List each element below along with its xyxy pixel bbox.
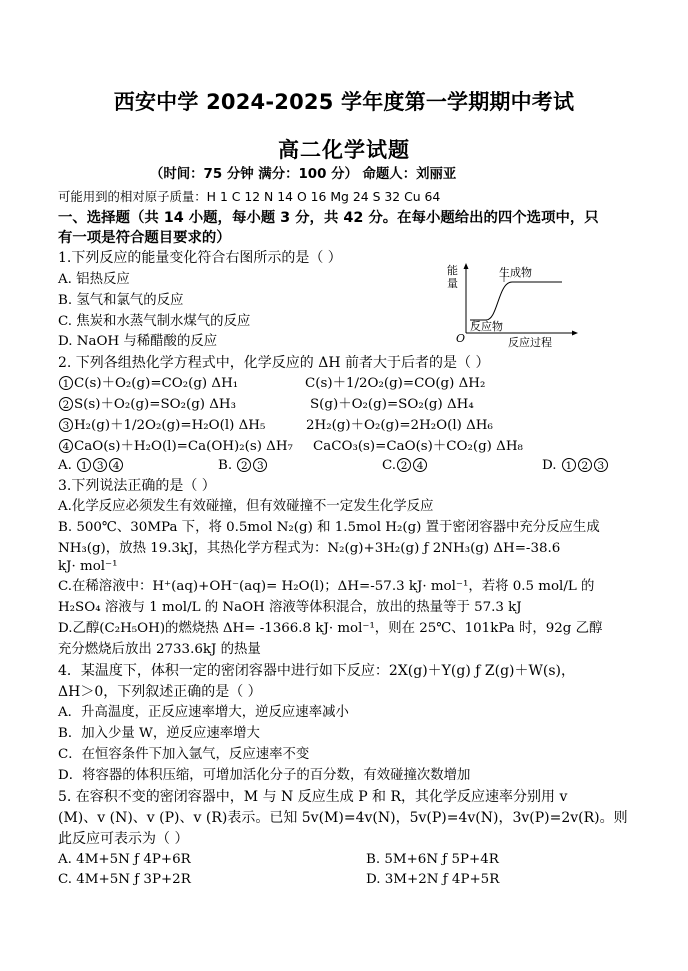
option-letter: A. xyxy=(58,458,72,473)
q5-option-c: C. 4M+5N ƒ 3P+2R xyxy=(58,872,191,887)
q2-option-b: B. 2 3 xyxy=(218,458,268,473)
exam-subtitle: 高二化学试题 xyxy=(278,138,410,162)
circled-number-3: 3 xyxy=(59,418,73,432)
circled-number-2: 2 xyxy=(59,397,73,411)
q2-row-4-right: CaCO₃(s)=CaO(s)＋CO₂(g) ΔH₈ xyxy=(313,439,523,454)
energy-axis-arrow xyxy=(464,263,469,269)
q5-stem-line1: 5. 在容积不变的密闭容器中，M 与 N 反应生成 P 和 R，其化学反应速率分别用 v xyxy=(58,789,568,805)
q4-stem-line2: ΔH＞0，下列叙述正确的是（ ） xyxy=(58,684,262,700)
q4-stem-line1: 4．某温度下，体积一定的密闭容器中进行如下反应：2X(g)＋Y(g) ƒ Z(g)＋W(s)， xyxy=(58,663,575,679)
q1-option-b: B. 氢气和氯气的反应 xyxy=(58,293,184,308)
atomic-masses: 可能用到的相对原子质量：H 1 C 12 N 14 O 16 Mg 24 S 32 Cu 64 xyxy=(58,189,441,204)
eq-left: S(s)＋O₂(g)=SO₂(g) ΔH₃ xyxy=(74,397,236,412)
q1-option-d: D. NaOH 与稀醋酸的反应 xyxy=(58,334,218,349)
eq-left: H₂(g)＋1/2O₂(g)=H₂O(l) ΔH₅ xyxy=(74,418,266,433)
q3-stem: 3.下列说法正确的是（ ） xyxy=(58,478,216,494)
process-axis-arrow xyxy=(572,331,578,336)
q4-option-c: C．在恒容条件下加入氩气，反应速率不变 xyxy=(58,747,310,762)
q5-stem-line3: 此反应可表示为（ ） xyxy=(58,831,189,847)
q2-row-3-right: 2H₂(g)＋O₂(g)=2H₂O(l) ΔH₆ xyxy=(306,418,493,433)
exam-title: 西安中学 2024-2025 学年度第一学期期中考试 xyxy=(113,90,575,114)
q2-stem: 2. 下列各组热化学方程式中，化学反应的 ΔH 前者大于后者的是（ ） xyxy=(58,355,490,371)
q4-option-a: A．升高温度，正反应速率增大，逆反应速率减小 xyxy=(58,705,349,720)
q2-row-1-left xyxy=(58,375,238,393)
product-label: 生成物 xyxy=(499,266,532,279)
q2-row-2-right: S(g)＋O₂(g)=SO₂(g) ΔH₄ xyxy=(310,397,474,412)
q1-option-c: C. 焦炭和水蒸气制水煤气的反应 xyxy=(58,314,251,329)
x-axis-label: 反应过程 xyxy=(508,336,552,348)
circled-number-4: 4 xyxy=(59,439,73,453)
q2-option-d: D. 1 2 3 xyxy=(542,458,609,473)
q2-option-c: C. 2 4 xyxy=(382,458,428,473)
option-letter: C. xyxy=(382,458,397,473)
q2-row-1-right: C(s)＋1/2O₂(g)=CO(g) ΔH₂ xyxy=(305,376,486,391)
reactant-label: 反应物 xyxy=(470,320,503,333)
q3-option-a: A.化学反应必须发生有效碰撞，但有效碰撞不一定发生化学反应 xyxy=(58,499,434,514)
q2-row-3-left xyxy=(58,417,265,435)
energy-diagram xyxy=(444,262,604,348)
exam-meta: （时间：75 分钟 满分：100 分） 命题人：刘丽亚 xyxy=(150,167,457,182)
q3-option-c-line1: C.在稀溶液中：H⁺(aq)+OH⁻(aq)= H₂O(l)；ΔH=-57.3 kJ· mol⁻¹，若将 0.5 mol/L 的 xyxy=(58,579,595,594)
y-label-2: 量 xyxy=(447,277,458,290)
q2-row-4-left xyxy=(58,438,293,456)
q5-option-a: A. 4M+5N ƒ 4P+6R xyxy=(58,852,191,867)
energy-curve xyxy=(470,282,562,320)
y-label-1: 能 xyxy=(447,264,458,277)
q5-stem-line2: (M)、v (N)、v (P)、v (R)表示。已知 5v(M)=4v(N)，5v(P)=4v(N)，3v(P)=2v(R)。则 xyxy=(58,810,628,826)
eq-left: CaO(s)＋H₂O(l)=Ca(OH)₂(s) ΔH₇ xyxy=(74,439,293,454)
q1-option-a: A. 铝热反应 xyxy=(58,272,130,287)
q3-option-b-line1: B. 500℃、30MPa 下，将 0.5mol N₂(g) 和 1.5mol H₂(g) 置于密闭容器中充分反应生成 xyxy=(58,520,600,535)
q4-option-b: B．加入少量 W，逆反应速率增大 xyxy=(58,726,260,741)
q3-option-c-line2: H₂SO₄ 溶液与 1 mol/L 的 NaOH 溶液等体积混合，放出的热量等于 57.3 kJ xyxy=(58,600,522,615)
q5-option-b: B. 5M+6N ƒ 5P+4R xyxy=(366,852,499,867)
q2-option-a: A. 1 3 4 xyxy=(58,458,124,473)
q5-option-d: D. 3M+2N ƒ 4P+5R xyxy=(366,872,500,887)
section-heading-line1: 一、选择题（共 14 小题，每小题 3 分，共 42 分。在每小题给出的四个选项中，只 xyxy=(58,210,599,226)
q2-row-2-left xyxy=(58,396,236,414)
section-heading-line2: 有一项是符合题目要求的） xyxy=(58,230,231,246)
q3-option-b-line3: kJ· mol⁻¹ xyxy=(58,559,118,574)
eq-left: C(s)＋O₂(g)=CO₂(g) ΔH₁ xyxy=(74,376,239,391)
origin-label: O xyxy=(456,332,466,345)
q3-option-b-line2: NH₃(g)，放热 19.3kJ，其热化学方程式为：N₂(g)+3H₂(g) ƒ 2NH₃(g) ΔH=-38.6 xyxy=(58,541,561,556)
option-letter: B. xyxy=(218,458,233,473)
circled-number-1: 1 xyxy=(59,376,73,390)
q4-option-d: D．将容器的体积压缩，可增加活化分子的百分数，有效碰撞次数增加 xyxy=(58,768,471,783)
q1-stem: 1.下列反应的能量变化符合右图所示的是（ ） xyxy=(58,250,342,266)
q3-option-d-line2: 充分燃烧后放出 2733.6kJ 的热量 xyxy=(58,642,261,657)
option-letter: D. xyxy=(542,458,557,473)
q3-option-d-line1: D.乙醇(C₂H₅OH)的燃烧热 ΔH= -1366.8 kJ· mol⁻¹，则在 25℃、101kPa 时，92g 乙醇 xyxy=(58,621,603,636)
